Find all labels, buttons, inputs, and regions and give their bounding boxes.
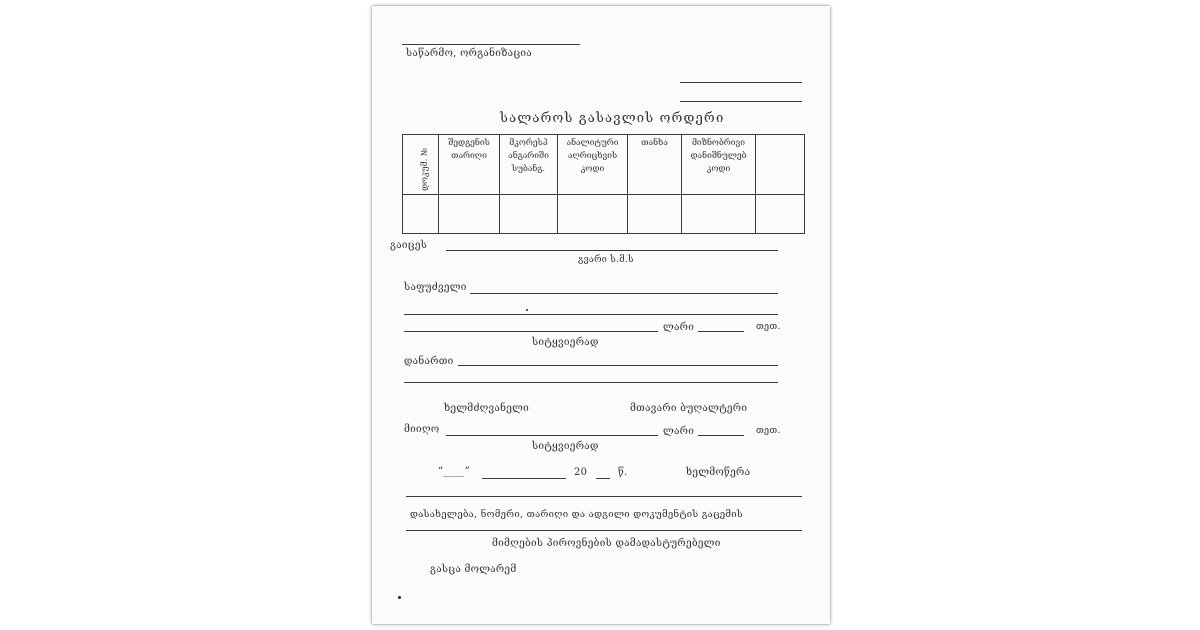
col-compile-date: შედგენის თარიღი <box>439 135 500 195</box>
received-tetri-line[interactable] <box>698 435 744 436</box>
signature-label: ხელმოწერა <box>686 467 751 478</box>
issue-to-line[interactable] <box>446 250 778 251</box>
date-year-prefix: 20 <box>574 467 588 478</box>
organization-label: საწარმო, ორგანიზაცია <box>406 48 532 59</box>
date-year-line[interactable] <box>596 478 610 479</box>
received-tetri-label: თეთ. <box>756 426 781 436</box>
received-lari-label: ლარი <box>663 426 695 437</box>
identity-doc-line[interactable] <box>406 530 802 531</box>
table-cell[interactable] <box>756 195 805 234</box>
document-info-line[interactable] <box>406 496 802 497</box>
col-extra <box>756 135 805 195</box>
document-info-label: დასახელება, ნომერი, თარიღი და ადგილი დოკუმენტის გაცემის <box>410 509 743 520</box>
col-doc-number: დოკუმ. № <box>403 135 439 195</box>
lari-label: ლარი <box>663 322 695 333</box>
amount-words-line[interactable] <box>404 331 658 332</box>
identity-doc-label: მიმღების პიროვნების დამადასტურებელი <box>492 538 721 549</box>
col-analytic-code: ანალიტური აღრიცხვის კოდი <box>558 135 628 195</box>
basis-line-2[interactable] <box>404 314 778 315</box>
received-line[interactable] <box>446 435 658 436</box>
ink-dot <box>398 596 401 599</box>
cashier-label: გასცა მოლარემ <box>430 564 517 575</box>
table-row <box>403 195 805 234</box>
date-year-suffix: წ. <box>618 467 628 478</box>
table-cell[interactable] <box>682 195 756 234</box>
name-hint: გვარი ს.მ.ს <box>578 255 634 265</box>
table-cell[interactable] <box>558 195 628 234</box>
table-cell[interactable] <box>628 195 682 234</box>
in-words-label: სიტყვიერად <box>532 337 599 348</box>
received-label: მიიღო <box>404 424 440 435</box>
table-header-row <box>403 135 805 195</box>
col-purpose-code: მიზნობრივი დანიშნულებ კოდი <box>682 135 756 195</box>
organization-line <box>402 44 580 45</box>
tetri-line[interactable] <box>698 331 744 332</box>
table-cell[interactable] <box>500 195 558 234</box>
attachment-line-2[interactable] <box>404 382 778 383</box>
number-line-bottom <box>680 101 802 102</box>
issue-to-label: გაიცეს <box>390 240 428 251</box>
tetri-label: თეთ. <box>756 322 781 332</box>
attachment-label: დანართი <box>404 356 454 367</box>
col-corr-account: მკორესპ ანგარიში სუბანგ. <box>500 135 558 195</box>
date-month-line[interactable] <box>482 478 566 479</box>
cash-order-sheet <box>372 6 830 624</box>
date-day[interactable]: “____” <box>438 466 471 477</box>
number-line-top <box>680 82 802 83</box>
page-title: სალაროს გასავლის ორდერი <box>500 111 725 126</box>
chief-accountant-label: მთავარი ბუღალტერი <box>630 403 748 414</box>
basis-line[interactable] <box>470 293 778 294</box>
head-label: ხელმძღვანელი <box>444 403 530 414</box>
received-in-words-label: სიტყვიერად <box>532 441 599 452</box>
order-table <box>402 134 805 234</box>
table-cell[interactable] <box>403 195 439 234</box>
attachment-line[interactable] <box>458 365 778 366</box>
basis-label: საფუძველი <box>404 282 467 293</box>
col-amount: თანხა <box>628 135 682 195</box>
ink-dot <box>526 309 528 311</box>
table-cell[interactable] <box>439 195 500 234</box>
